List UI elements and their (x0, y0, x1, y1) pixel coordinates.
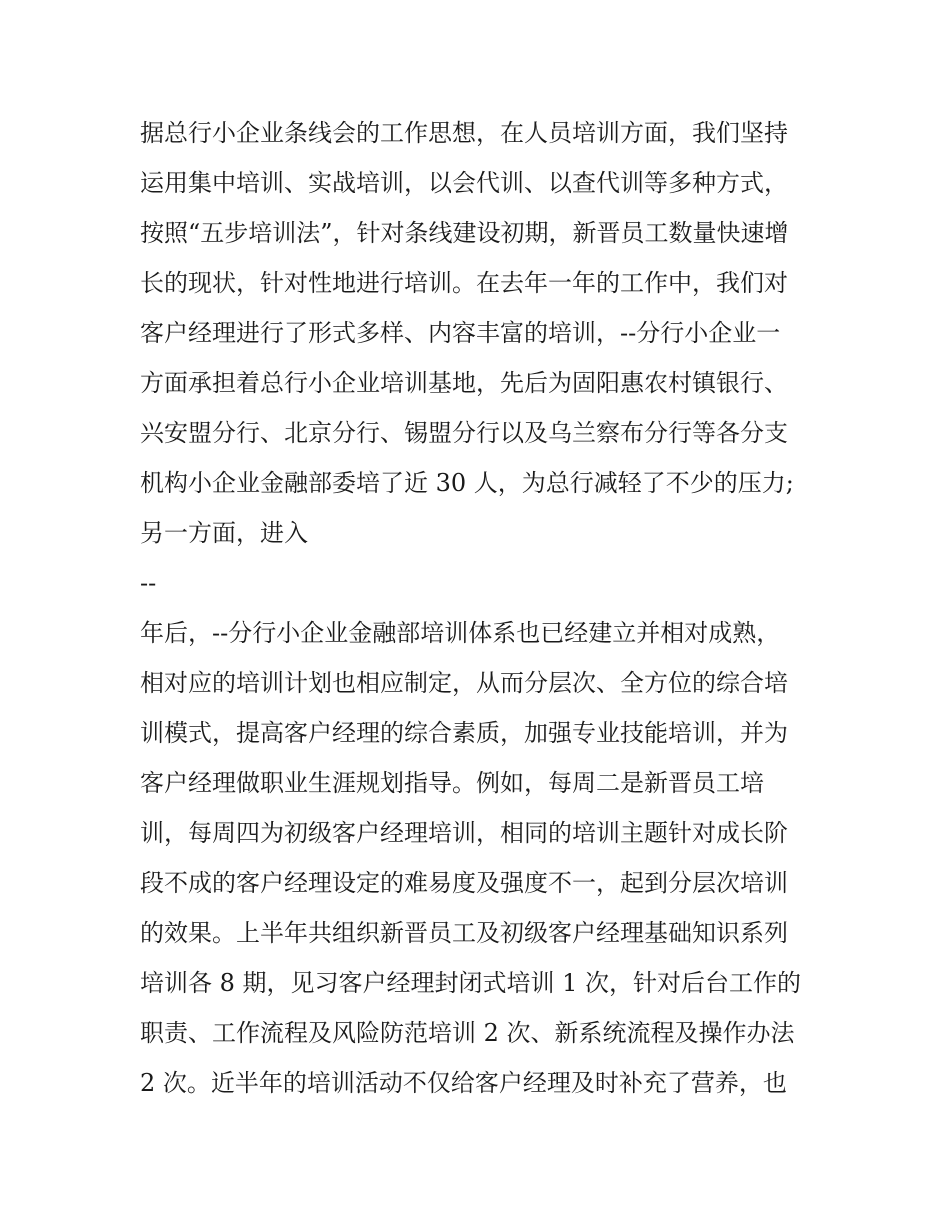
text-line-4: 长的现状，针对性地进行培训。在去年一年的工作中，我们对 (140, 269, 788, 297)
text-line-3: 按照“五步培训法”，针对条线建设初期，新晋员工数量快速增 (140, 219, 789, 247)
text-line-14: 客户经理做职业生涯规划指导。例如，每周二是新晋员工培 (140, 769, 764, 797)
text-line-16: 段不成的客户经理设定的难易度及强度不一，起到分层次培训 (140, 869, 788, 897)
text-line-12: 相对应的培训计划也相应制定，从而分层次、全方位的综合培 (140, 669, 788, 697)
text-line-8: 机构小企业金融部委培了近 30 人，为总行减轻了不少的压力; (140, 469, 794, 497)
text-line-17: 的效果。上半年共组织新晋员工及初级客户经理基础知识系列 (140, 919, 788, 947)
text-line-18: 培训各 8 期，见习客户经理封闭式培训 1 次，针对后台工作的 (140, 969, 802, 997)
text-line-13: 训模式，提高客户经理的综合素质，加强专业技能培训，并为 (140, 719, 788, 747)
body-text (140, 108, 820, 1108)
text-line-9: 另一方面，进入 (140, 519, 308, 547)
text-line-7: 兴安盟分行、北京分行、锡盟分行以及乌兰察布分行等各分支 (140, 419, 788, 447)
text-line-15: 训，每周四为初级客户经理培训，相同的培训主题针对成长阶 (140, 819, 788, 847)
text-line-20: 2 次。近半年的培训活动不仅给客户经理及时补充了营养，也 (140, 1069, 787, 1097)
text-line-5: 客户经理进行了形式多样、内容丰富的培训，--分行小企业一 (140, 319, 781, 347)
text-line-6: 方面承担着总行小企业培训基地，先后为固阳惠农村镇银行、 (140, 369, 788, 397)
text-line-2: 运用集中培训、实战培训，以会代训、以查代训等多种方式， (140, 169, 788, 197)
text-line-1: 据总行小企业条线会的工作思想，在人员培训方面，我们坚持 (140, 119, 788, 147)
text-line-19: 职责、工作流程及风险防范培训 2 次、新系统流程及操作办法 (140, 1019, 795, 1047)
text-line-11: 年后，--分行小企业金融部培训体系也已经建立并相对成熟， (140, 619, 781, 647)
text-line-10: -- (140, 569, 157, 597)
